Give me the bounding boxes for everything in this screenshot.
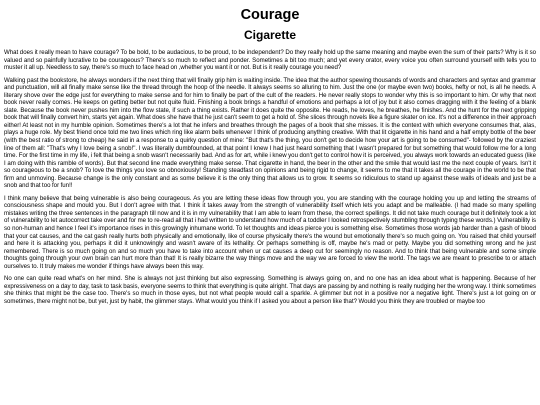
paragraph-expression: No one can quite read what's on her mind. She is always not just thinking but also expressing. Something is always going on, and no one has an idea about what is happening. Because of her expressiveness on a day to day, task to task basis, everyone seems to think that everything is quite alright. That days are passing by and nothing is really nudging her the wrong way. I think sometimes she thinks that might be the case too. There's so much in those eyes, but not what people would call a sparkle. A glimmer but not in a positive nor a negative light. There's just a lot going on or sometimes, there might not be, but yet, just by habit, the glimmer stays. What would you think if I asked you about a person like that? Would you think they are troubled or maybe too: [4, 275, 536, 305]
paragraph-bookstore: Walking past the bookstore, he always wonders if the next thing that will finally grip him is waiting inside. The idea that the author spewing thousands of words and characters and syntax and grammar and punctuation, will all finally make sense like the thread through the hoop of the needle. It always seems so alluring to him. Just the one (or maybe even two) books, hefty or not, is all he needs. A literary shove over the edge just for everything to make sense and for him to finally be part of the cult of the readers. He never really stops to wonder why this is so important to him. Or why that next book never really comes. He keeps on getting better but not quite fluid. Finishing a book brings a handful of emotions and perhaps a lot of joy but it also comes dragging with it the feeling of a blank slate. Because the book never pushes him into the flow state, if such a thing exists. Rather it does quite the opposite. He reads, he loves, he breathes, he finishes. And the hunt for the next gripping book that will finally convert him, starts yet again. What does she have that he just can't seem to get a hold of. She slices through novels like a figure skater on ice. It's not a difference in their approach either! At least not in my humble opinion. Sometimes there's a lot that he infers and breathes through the pages of a book that she misses. It is the context with which everyone consumes that, alas, plays a huge role. My best friend once told me two lines which ring like alarm bells whenever I think of producing anything creative. With that lit cigarette in his hand and a half empty bottle of the beer (with the best ratio of strong to cheap) he said in a response to a quirky question of mine: "But that's the thing, you don't get to decide how your art is going to be consumed"- followed by the craziest line of them all: "That's why I love being a snob!". I was literally dumbfounded, at that point I knew I had just heard something that I wasn't prepared for but something that would follow me for a long time. For the first time in my life, i felt that being a snob wasn't necessarily bad. And as for art, while i knew you don't get to control how it is perceived, you always work towards an educated guess (like I am doing with this ramble of words). But that second line made everything make sense. That cigarette in hand, the beer in the other and the smile that would last me the next couple of years. Isn't it so courageous to be a snob? To love the things you love so obnoxiously! Standing steadfast on opinions and being rigid to change, it seems to me that it takes all the courage in the world to be that firm and unmoving. Because change is the only constant and as some believe it is the only thing that allows us to grow. It seems so ridiculous to stand up against these walls of ideals and just be a snob and that too for fun!!: [4, 76, 536, 190]
document-title: Courage: [240, 7, 300, 23]
paragraph-vulnerability: I think many believe that being vulnerable is also being courageous. As you are letting these ideas flow through you, you are standing with the courage holding you up and letting the streams of consciousness shape and mould you. But I don't agree with that. I think it takes away from the strength of vulnerability itself which lets you adapt and be malleable. (I had made so many spelling mistakes writing the three sentences in the paragraph till now and it is in my vulnerability that I am able to learn from these, the correct spellings. It did not take much courage but it definitely took a lot of vulnerability to let autocorrect take over and for me to re-read all that i had written to understand how much of a toddler I looked retrospectively stumbling through typing these words.) Vulnerability is so non-human and hence I feel it's importance rises in this growingly inhumane world. To let thoughts and ideas pierce you is something else. Sometimes those words jab harder than a gash of blood that your cat causes, and the cat gash really hurts both physically and emotionally, like of course physically there's the wound but emotionally there's so much going on. You raised that child yourself and here it is attacking you, perhaps it did it unknowingly and wasn't aware of its lethality. Or perhaps something is off, maybe he's mad or petty. Maybe you did something wrong and he just remembered. There is so much going on and so much you have to take into account when ur cat causes a deep cut for seemingly no reason. And to think that being vulnerable and some simple thoughts going through your own brain can hurt more than that! It is really bizarre the way things move and the way we are forced to view the world. The tags we are meant to prescribe to or attach ourselves to. It truly makes me wonder if things have always been this way.: [4, 194, 536, 270]
document-subtitle: Cigarette: [243, 28, 296, 42]
paragraph-intro: What does it really mean to have courage? To be bold, to be audacious, to be proud, to be independent? Do they really hold up the same meaning and maybe even the sum of their parts? Why is it so valued and so painfully lucrative to be courageous? There's so much to reflect and ponder. Sometimes a bit too much; and yet every orator, every voice you often surround yourself with tells you to muster it all up. Needless to say, there's so much to face head on ,whether you want it or not. But is it really courage you need?: [4, 49, 536, 72]
